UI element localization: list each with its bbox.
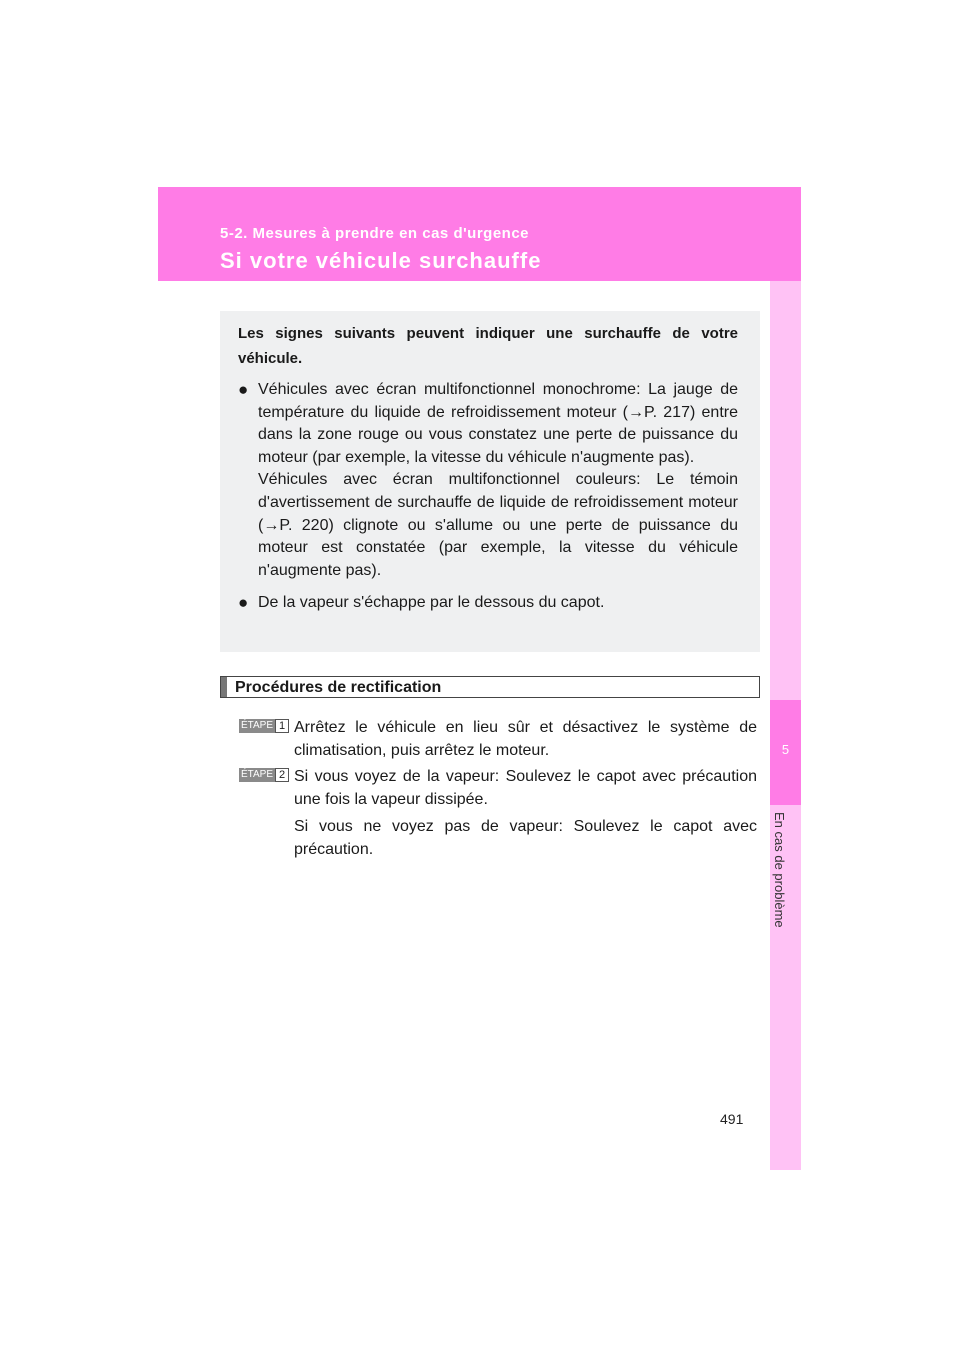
section-label: 5-2. Mesures à prendre en cas d'urgence [220,225,530,242]
intro-text: Les signes suivants peuvent indiquer une surchauffe de votre véhicule. [238,325,738,367]
bullet-paragraph: Véhicules avec écran multifonctionnel monochrome: La jauge de température du liquide de refroidissement moteur (→P. 217) entre dans la zone rouge ou vous constatez une perte de puissance du moteur (par exemple, la vitesse du véhicule n'augmente pas). [258,381,738,466]
step-2 [239,766,757,861]
bullet-icon: ● [238,380,249,399]
warning-signs-box [220,311,760,652]
step-text [294,717,757,762]
list-item [238,379,738,582]
step-label: ÉTAPE [240,769,274,780]
procedures-title: Procédures de rectification [235,679,442,696]
bullet-paragraph: De la vapeur s'échappe par le dessous du capot. [258,594,605,612]
chapter-number: 5 [781,742,790,757]
step-paragraph: Si vous ne voyez pas de vapeur: Soulevez le capot avec précaution. [294,818,757,858]
step-badge [239,768,289,782]
heading-accent [221,677,227,697]
step-1 [239,717,757,762]
step-number: 1 [275,719,289,733]
step-label: ÉTAPE [240,720,274,731]
page-title: Si votre véhicule surchauffe [220,248,542,273]
step-paragraph: Si vous voyez de la vapeur: Soulevez le capot avec précaution une fois la vapeur dissipée. [294,768,757,808]
chapter-label: En cas de problème [772,812,787,928]
bullet-icon: ● [238,593,249,613]
step-number: 2 [275,768,289,782]
step-badge [239,719,289,733]
step-text [294,766,757,861]
bullet-paragraph: Véhicules avec écran multifonctionnel couleurs: Le témoin d'avertissement de surchauffe de liquide de refroidissement moteur (→P. 220) clignote ou s'allume ou une perte de puissance du moteur est constatée (par exemple, la vitesse du véhicule n'augmente pas). [258,471,738,579]
list-item [238,592,738,615]
procedures-heading [220,676,760,698]
page-number: 491 [720,1111,744,1127]
step-paragraph: Arrêtez le véhicule en lieu sûr et désactivez le système de climatisation, puis arrêtez le moteur. [294,719,757,759]
